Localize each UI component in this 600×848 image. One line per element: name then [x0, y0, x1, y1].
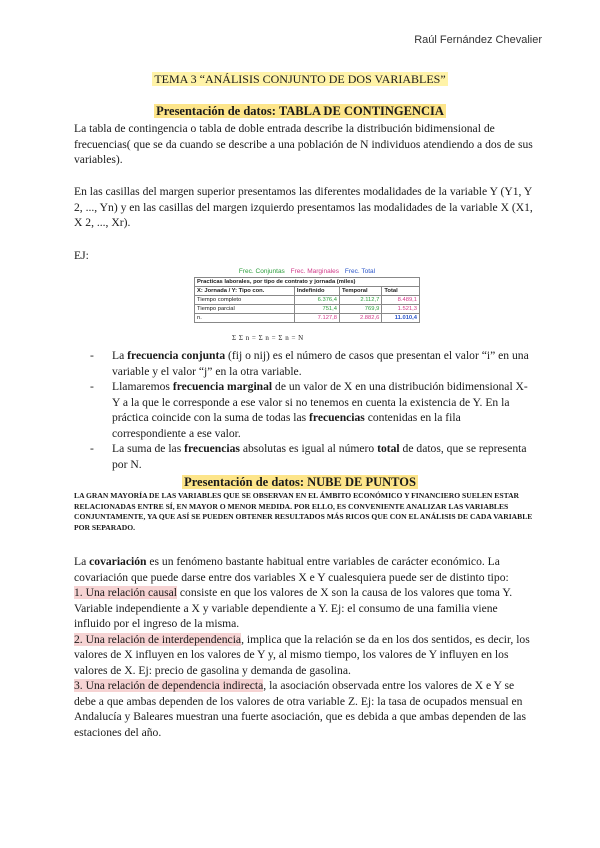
- legend-joint: Frec. Conjuntas: [238, 268, 285, 275]
- joint-frequency: 769,9: [339, 305, 381, 314]
- row-label: n.: [195, 314, 295, 323]
- joint-frequency: 2.112,7: [339, 296, 381, 305]
- section-heading-contingency: Presentación de datos: TABLA DE CONTINGENCIA: [156, 104, 444, 118]
- table-legend: [194, 268, 420, 275]
- joint-frequency: 751,4: [294, 305, 339, 314]
- table-header-cell: Indefinido: [294, 287, 339, 296]
- section-heading-scatter: Presentación de datos: NUBE DE PUNTOS: [184, 475, 416, 489]
- total-frequency: 11.010,4: [382, 314, 420, 323]
- causal-relation-highlight: 1. Una relación causal: [74, 586, 178, 599]
- table-caption: Practicas laborales, por tipo de contrato y jornada (miles): [195, 278, 420, 287]
- list-item: - La suma de las frecuencias absolutas es igual al número total de datos, que se representa por N.: [86, 441, 534, 472]
- example-label: EJ:: [74, 249, 89, 262]
- covariation-paragraph: La covariación es un fenómeno bastante habitual entre variables de carácter económico. La covariación que puede darse entre dos variables X e Y cualesquiera puede ser de distinto tipo: 1. Una relación causal consiste en que los valores de X son la causa de los valores que toma Y. Variable independiente a X y variable dependiente a Y. Ej: el consumo de una familia viene influido por el ingreso de la misma. 2. Una relación de interdependencia, implica que la relación se da en los dos sentidos, es decir, los valores de X influyen en los valores de Y y, al mismo tiempo, los valores de Y influyen en los valores de X. Ej: precio de gasolina y demanda de gasolina. 3. Una relación de dependencia indirecta, la asociación observada entre los valores de X e Y se debe a que ambas dependen de los valores de otra variable Z. Ej: la tasa de ocupados mensual en Andalucía y Baleares muestran una fuerte asociación, que es debida a que ambas dependen de las estaciones del año.: [74, 555, 530, 739]
- row-label: Tiempo parcial: [195, 305, 295, 314]
- row-label: Tiempo completo: [195, 296, 295, 305]
- table-header-row: [195, 287, 420, 296]
- legend-marginal: Frec. Marginales: [290, 268, 340, 275]
- list-item: - La frecuencia conjunta (fij o nij) es el número de casos que presentan el valor “i” en una variable y el valor “j” en la otra variable.: [86, 348, 534, 379]
- interdependence-relation-highlight: 2. Una relación de interdependencia: [74, 632, 242, 646]
- table-row: [195, 296, 420, 305]
- table-row: [195, 305, 420, 314]
- marginal-frequency: 1.521,3: [382, 305, 420, 314]
- table-header-cell: Temporal: [339, 287, 381, 296]
- marginal-frequency: 2.882,6: [339, 314, 381, 323]
- indirect-dependence-highlight: 3. Una relación de dependencia indirecta: [74, 679, 264, 692]
- contingency-table-figure: [194, 268, 420, 323]
- intro-paragraph: La tabla de contingencia o tabla de doble entrada describe la distribución bidimensional de frecuencias( que se da cuando se describe a una población de N individuos atendiendo a dos de sus variables).: [74, 122, 533, 166]
- author-name: Raúl Fernández Chevalier: [414, 34, 542, 46]
- marginal-frequency: 8.489,1: [382, 296, 420, 305]
- joint-frequency: 6.376,4: [294, 296, 339, 305]
- caps-paragraph: LA GRAN MAYORÍA DE LAS VARIABLES QUE SE OBSERVAN EN EL ÁMBITO ECONÓMICO Y FINANCIERO SUELEN ESTAR RELACIONADAS ENTRE SÍ, EN MAYOR O MENOR MEDIDA. POR ELLO, ES CONVENIENTE ANALIZAR LAS VARIABLES CONJUNTAMENTE, YA QUE ASÍ SE PUEDEN OBTENER RESULTADOS MÁS RICOS QUE CON EL ANÁLISIS DE CADA VARIABLE POR SEPARADO.: [74, 491, 533, 532]
- modalities-paragraph: En las casillas del margen superior presentamos las diferentes modalidades de la variable Y (Y1, Y 2, ..., Yn) y en las casillas del margen izquierdo presentamos las modalidades de la variable X (X1, X 2, ..., Xr).: [74, 185, 533, 229]
- sum-formula: Σ Σ n = Σ n = Σ n = N: [232, 334, 304, 342]
- list-item: - Llamaremos frecuencia marginal de un valor de X en una distribución bidimensional X-Y a la que le corresponde a ese valor si no tenemos en cuenta la existencia de Y. En la práctica coincide con la suma de todas las frecuencias contenidas en la fila correspondiente a ese valor.: [86, 379, 534, 441]
- table-header-cell: X: Jornada / Y: Tipo con.: [195, 287, 295, 296]
- table-header-cell: Total: [382, 287, 420, 296]
- definitions-list: [86, 348, 534, 472]
- page-title: TEMA 3 “ANÁLISIS CONJUNTO DE DOS VARIABLES”: [154, 72, 446, 86]
- contingency-table: [194, 277, 420, 323]
- marginal-frequency: 7.127,8: [294, 314, 339, 323]
- legend-total: Frec. Total: [344, 268, 376, 275]
- table-row: [195, 314, 420, 323]
